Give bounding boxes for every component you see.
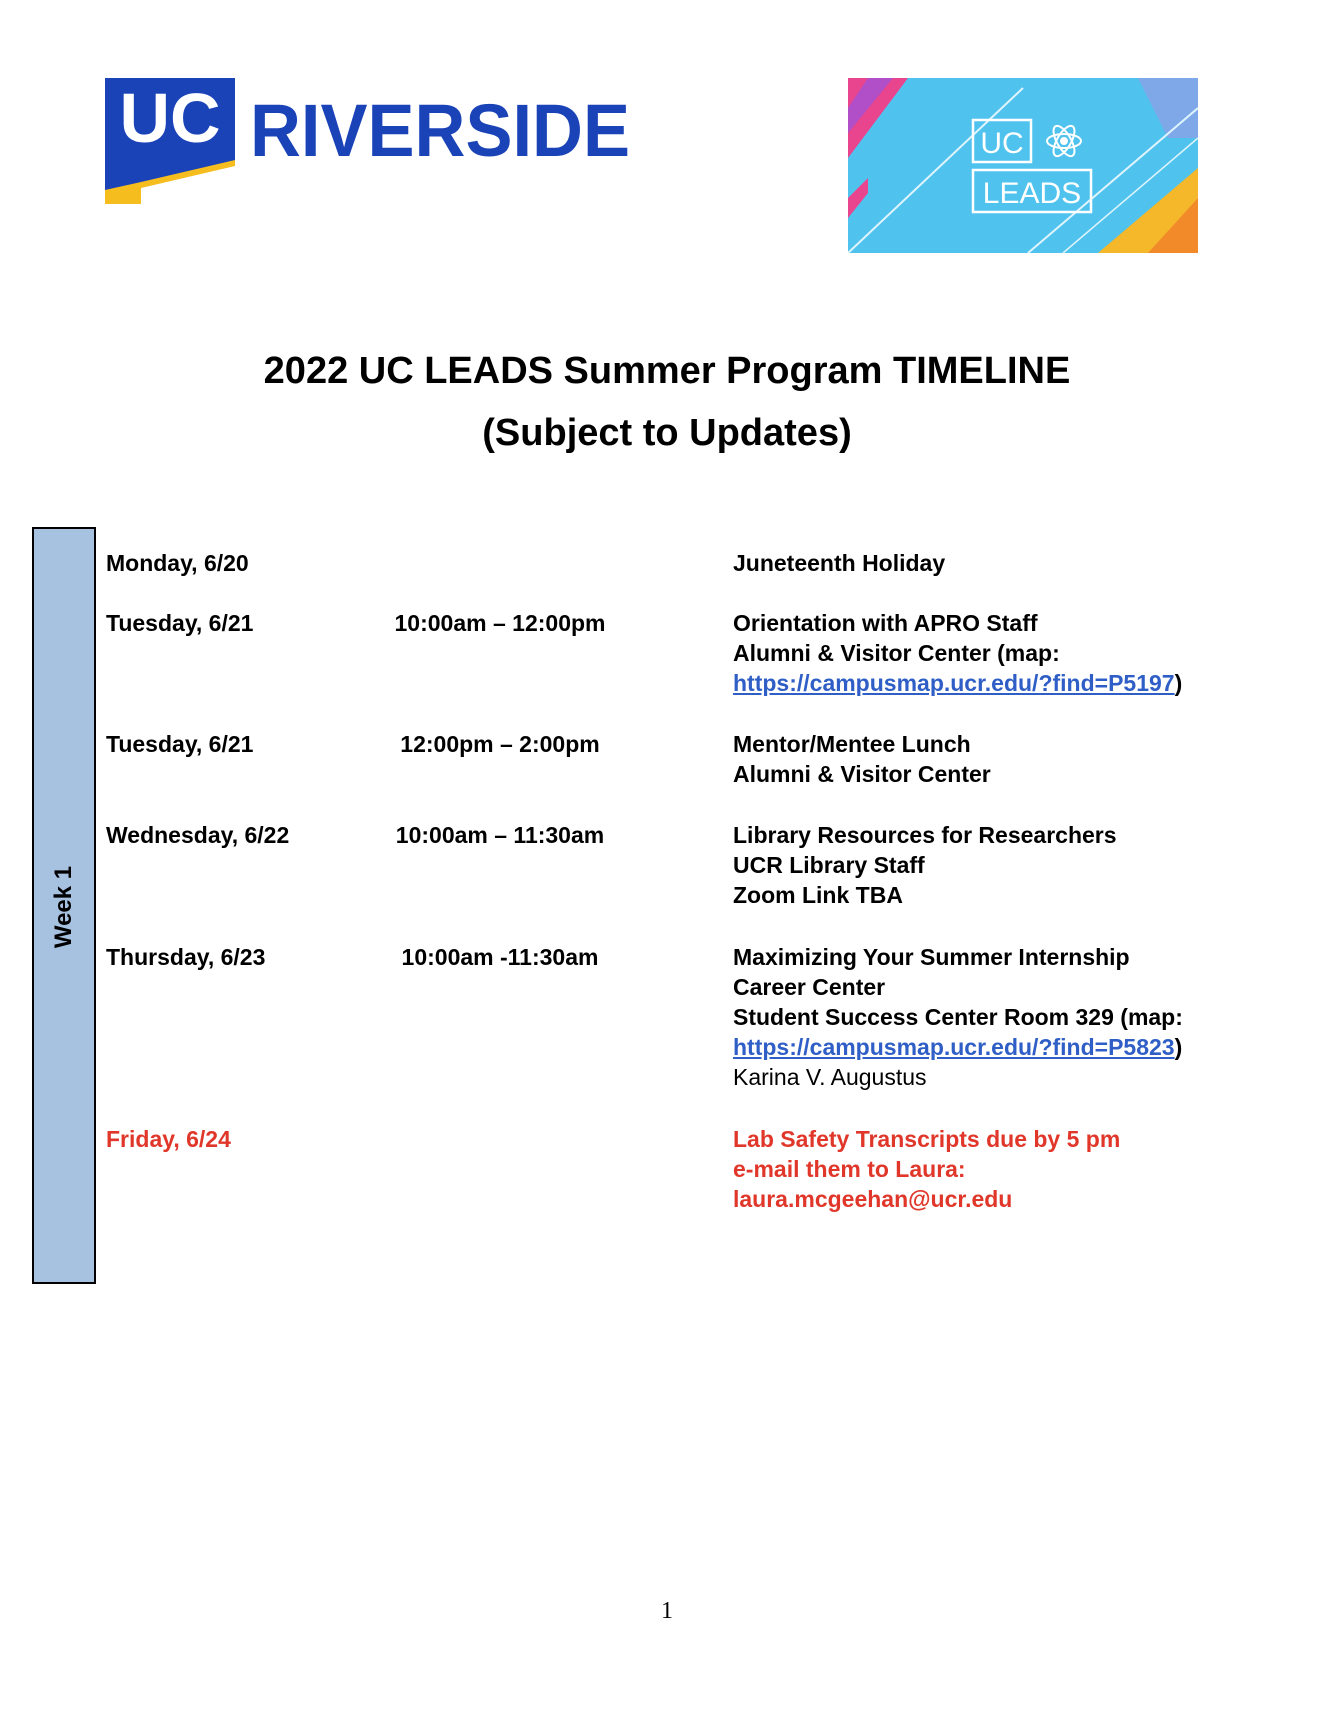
row-desc-line: Career Center <box>733 974 886 1000</box>
row-day: Monday, 6/20 <box>106 550 249 576</box>
link-close-paren: ) <box>1174 670 1183 696</box>
leads-logo-uc: UC <box>980 127 1024 160</box>
title-line-2: (Subject to Updates) <box>482 412 852 454</box>
row-time: 12:00pm – 2:00pm <box>400 731 600 757</box>
row-desc-line: Lab Safety Transcripts due by 5 pm <box>733 1126 1121 1152</box>
campus-map-link[interactable]: https://campusmap.ucr.edu/?find=P5197 <box>733 670 1175 696</box>
row-day: Tuesday, 6/21 <box>106 610 254 636</box>
row-desc-line: UCR Library Staff <box>733 852 925 878</box>
row-desc-line: Alumni & Visitor Center <box>733 761 991 787</box>
ucr-logo-name: RIVERSIDE <box>250 89 630 172</box>
row-description <box>733 820 1117 910</box>
row-time: 10:00am -11:30am <box>401 944 599 970</box>
week-label: Week 1 <box>50 865 77 949</box>
ucr-logo-uc: UC <box>119 79 221 157</box>
row-desc-line: Alumni & Visitor Center (map: <box>733 640 1060 666</box>
row-description <box>733 942 1183 1092</box>
row-description <box>733 548 945 578</box>
email-address[interactable]: laura.mcgeehan@ucr.edu <box>733 1186 1013 1212</box>
title-line-1: 2022 UC LEADS Summer Program TIMELINE <box>263 350 1071 392</box>
row-desc-line: Mentor/Mentee Lunch <box>733 731 971 757</box>
row-time: 10:00am – 11:30am <box>395 822 605 848</box>
row-desc-line: Maximizing Your Summer Internship <box>733 944 1130 970</box>
link-close-paren: ) <box>1174 1034 1183 1060</box>
row-day: Thursday, 6/23 <box>106 944 266 970</box>
row-description <box>733 608 1182 698</box>
uc-riverside-logo <box>105 78 635 204</box>
week-bar <box>32 527 96 1284</box>
row-desc-line: Karina V. Augustus <box>733 1064 927 1090</box>
row-description <box>733 1124 1120 1214</box>
row-description <box>733 729 991 789</box>
leads-logo-leads: LEADS <box>982 177 1082 210</box>
row-desc-line: Orientation with APRO Staff <box>733 610 1038 636</box>
row-desc-line: e-mail them to Laura: <box>733 1156 966 1182</box>
row-desc-line: Zoom Link TBA <box>733 882 903 908</box>
row-day: Wednesday, 6/22 <box>106 822 290 848</box>
row-desc-line: Student Success Center Room 329 (map: <box>733 1004 1183 1030</box>
row-day: Tuesday, 6/21 <box>106 731 254 757</box>
page-number: 1 <box>661 1598 673 1624</box>
uc-leads-logo <box>848 78 1198 253</box>
row-desc-line: Library Resources for Researchers <box>733 822 1117 848</box>
campus-map-link[interactable]: https://campusmap.ucr.edu/?find=P5823 <box>733 1034 1175 1060</box>
page-title <box>0 340 1334 464</box>
row-day: Friday, 6/24 <box>106 1126 231 1152</box>
row-time: 10:00am – 12:00pm <box>394 610 606 636</box>
row-desc-line: Juneteenth Holiday <box>733 550 946 576</box>
